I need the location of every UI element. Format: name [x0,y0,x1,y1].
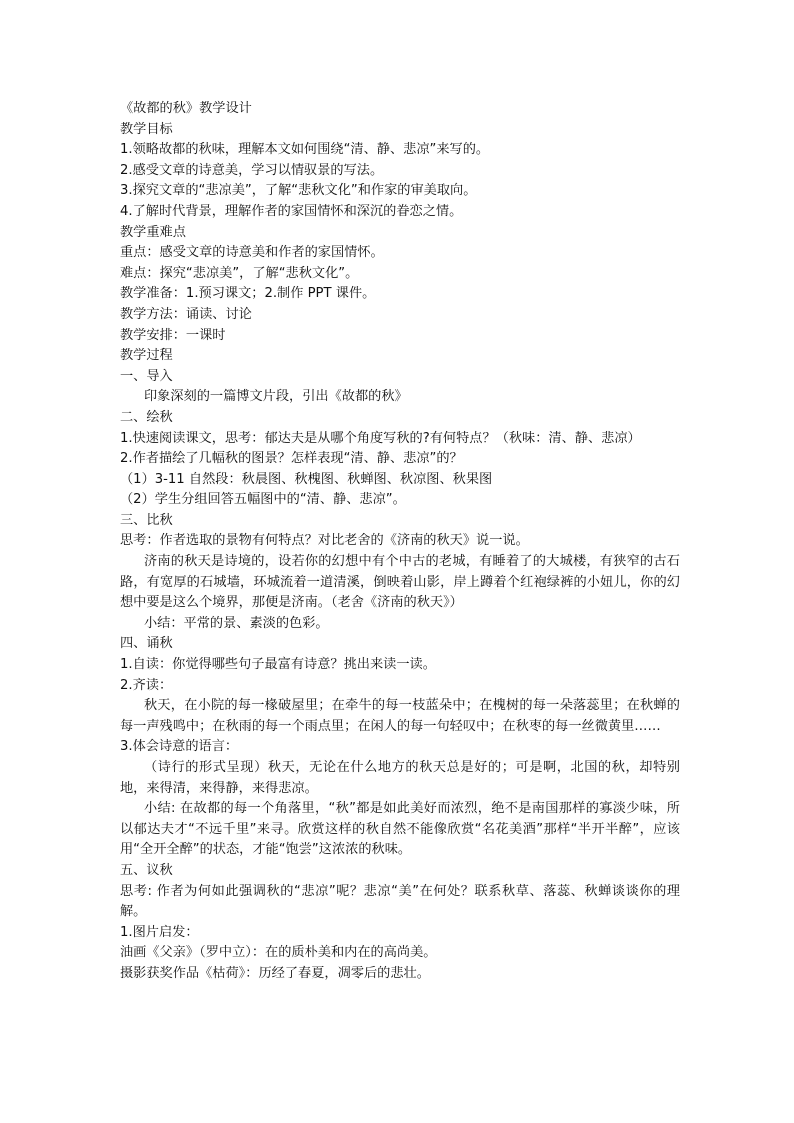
section-heading-discuss: 五、议秋 [120,862,173,878]
objective-item: 3.探究文章的“悲凉美”，了解“悲秋文化”和作家的审美取向。 [120,183,477,199]
section-heading-recite: 四、诵秋 [120,636,173,652]
key-point: 重点：感受文章的诗意美和作者的家国情怀。 [120,245,384,261]
compare-summary: 小结：平常的景、素淡的色彩。 [144,615,329,631]
process-heading: 教学过程 [120,348,173,364]
recite-item-2: 2.齐读： [120,677,173,693]
discuss-item-1: 1.图片启发： [120,924,199,940]
section-heading-intro: 一、导入 [120,368,173,384]
objective-item: 4.了解时代背景，理解作者的家国情怀和深沉的眷恋之情。 [120,203,463,219]
teaching-preparation: 教学准备：1.预习课文；2.制作 PPT 课件。 [120,286,376,302]
draw-question-2: 2.作者描绘了几幅秋的图景？怎样表现“清、静、悲凉”的？ [120,451,463,467]
objective-item: 1.领略故都的秋味，理解本文如何围绕“清、静、悲凉”来写的。 [120,142,490,158]
intro-text: 印象深刻的一篇博文片段，引出《故都的秋》 [144,389,408,405]
key-points-heading: 教学重难点 [120,224,186,240]
discuss-question: 思考: 作者为何如此强调秋的“悲凉”呢？悲凉“美”在何处？联系秋草、落蕊、秋蝉谈谈你的理解。 [120,883,680,920]
recite-item-1: 1.自读：你觉得哪些句子最富有诗意？挑出来读一读。 [120,657,436,673]
draw-answer-1: （1）3-11 自然段：秋晨图、秋槐图、秋蝉图、秋凉图、秋果图 [120,471,493,487]
difficult-point: 难点：探究“悲凉美”，了解“悲秋文化”。 [120,265,359,281]
recite-item-2-text: 秋天，在小院的每一椽破屋里；在牵牛的每一枝蓝朵中；在槐树的每一朵落蕊里；在秋蝉的每一声残鸣中；在秋雨的每一个雨点里；在闲人的每一句轻叹中；在秋枣的每一丝微黄里…… [120,698,680,734]
section-heading-compare: 三、比秋 [120,512,173,528]
objectives-heading: 教学目标 [120,121,173,137]
teaching-method: 教学方法：诵读、讨论 [120,306,252,322]
recite-item-3-text: （诗行的形式呈现）秋天，无论在什么地方的秋天总是好的；可是啊，北国的秋，却特别地，来得清，来得静，来得悲凉。 [120,760,680,796]
draw-answer-2: （2）学生分组回答五幅图中的“清、静、悲凉”。 [120,492,406,508]
document-title: 《故都的秋》教学设计 [120,101,252,116]
compare-question: 思考：作者选取的景物有何特点？对比老舍的《济南的秋天》说一说。 [120,533,529,549]
objective-item: 2.感受文章的诗意美，学习以情驭景的写法。 [120,162,384,178]
discuss-painting: 油画《父亲》（罗中立）：在的质朴美和内在的高尚美。 [120,945,437,961]
recite-summary: 小结: 在故都的每一个角落里，“秋”都是如此美好而浓烈，绝不是南国那样的寡淡少味，所以郁达夫才“不远千里”来寻。欣赏这样的秋自然不能像欣赏“名花美酒”那样“半开半醉”，应该用“全开全醉”的状态，才能“饱尝”这浓浓的秋味。 [120,801,680,858]
section-heading-draw: 二、绘秋 [120,409,173,425]
draw-question-1: 1.快速阅读课文，思考：郁达夫是从哪个角度写秋的?有何特点？（秋味：清、静、悲凉） [120,430,641,446]
compare-quote: 济南的秋天是诗境的，设若你的幻想中有个中古的老城，有睡着了的大城楼，有狭窄的古石路，有宽厚的石城墙，环城流着一道清溪，倒映着山影，岸上蹲着个红袍绿裤的小妞儿，你的幻想中要是这么个境界，那便是济南。（老舍《济南的秋天》） [120,554,680,611]
lesson-plan-page [120,99,680,985]
recite-item-3: 3.体会诗意的语言： [120,739,239,755]
discuss-photo: 摄影获奖作品《枯荷》：历经了春夏，凋零后的悲壮。 [120,965,430,981]
teaching-schedule: 教学安排：一课时 [120,327,226,343]
